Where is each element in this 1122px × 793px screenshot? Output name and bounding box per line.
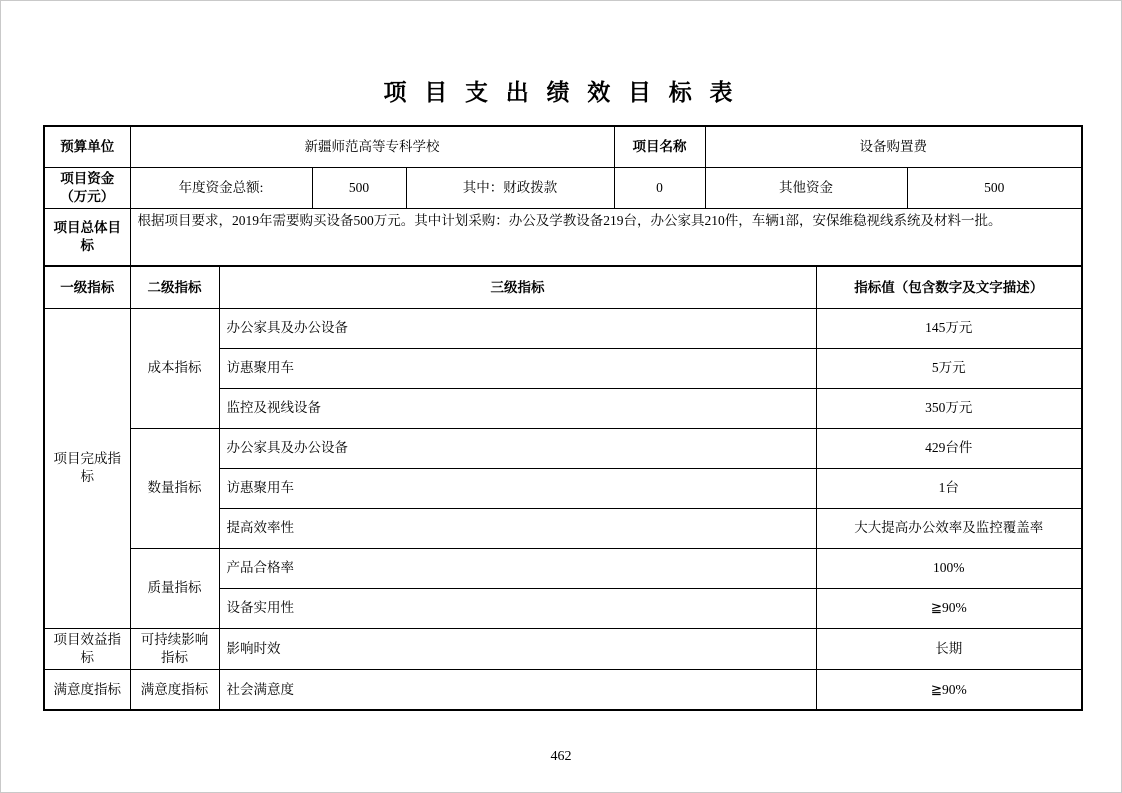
indicator-value: 429台件 bbox=[816, 428, 1082, 468]
level1-completion: 项目完成指标 bbox=[44, 308, 130, 628]
overall-goal-text: 根据项目要求，2019年需要购买设备500万元。其中计划采购：办公及学教设备219台，办公家具210件，车辆1部，安保维稳视线系统及材料一批。 bbox=[130, 208, 1082, 266]
level2-quantity: 数量指标 bbox=[130, 428, 219, 548]
table-row bbox=[44, 126, 1082, 167]
other-funds-value: 500 bbox=[907, 167, 1082, 208]
indicator-value: 长期 bbox=[816, 628, 1082, 669]
header-level3: 三级指标 bbox=[219, 266, 816, 308]
header-level2: 二级指标 bbox=[130, 266, 219, 308]
project-name-label: 项目名称 bbox=[614, 126, 705, 167]
level3-indicator: 社会满意度 bbox=[219, 670, 816, 710]
overall-goal-label: 项目总体目标 bbox=[44, 208, 130, 266]
table-row bbox=[44, 308, 1082, 348]
table-row bbox=[44, 428, 1082, 468]
fiscal-allocation-label: 其中：财政拨款 bbox=[406, 167, 614, 208]
level1-benefit: 项目效益指标 bbox=[44, 628, 130, 669]
indicator-value: ≧90% bbox=[816, 588, 1082, 628]
level3-indicator: 监控及视线设备 bbox=[219, 388, 816, 428]
table-row bbox=[44, 208, 1082, 266]
indicator-header-row bbox=[44, 266, 1082, 308]
level3-indicator: 提高效率性 bbox=[219, 508, 816, 548]
table-row bbox=[44, 548, 1082, 588]
level1-satisfaction: 满意度指标 bbox=[44, 670, 130, 710]
indicator-value: 1台 bbox=[816, 468, 1082, 508]
indicator-value: 350万元 bbox=[816, 388, 1082, 428]
level2-quality: 质量指标 bbox=[130, 548, 219, 628]
level3-indicator: 办公家具及办公设备 bbox=[219, 308, 816, 348]
fiscal-allocation-value: 0 bbox=[614, 167, 705, 208]
header-level1: 一级指标 bbox=[44, 266, 130, 308]
page-title: 项 目 支 出 绩 效 目 标 表 bbox=[383, 80, 739, 105]
indicator-value: 145万元 bbox=[816, 308, 1082, 348]
page-number: 462 bbox=[550, 749, 572, 764]
header-value: 指标值（包含数字及文字描述） bbox=[816, 266, 1082, 308]
level3-indicator: 办公家具及办公设备 bbox=[219, 428, 816, 468]
indicator-value: ≧90% bbox=[816, 670, 1082, 710]
other-funds-label: 其他资金 bbox=[705, 167, 907, 208]
level3-indicator: 访惠聚用车 bbox=[219, 348, 816, 388]
budget-unit-label: 预算单位 bbox=[44, 126, 130, 167]
indicator-value: 5万元 bbox=[816, 348, 1082, 388]
indicator-value: 100% bbox=[816, 548, 1082, 588]
level2-cost: 成本指标 bbox=[130, 308, 219, 428]
project-name-value: 设备购置费 bbox=[705, 126, 1082, 167]
performance-target-table bbox=[43, 125, 1083, 711]
level2-sustainability: 可持续影响指标 bbox=[130, 628, 219, 669]
budget-unit-value: 新疆师范高等专科学校 bbox=[130, 126, 614, 167]
level3-indicator: 影响时效 bbox=[219, 628, 816, 669]
table-row bbox=[44, 628, 1082, 669]
table-row bbox=[44, 167, 1082, 208]
annual-total-label: 年度资金总额: bbox=[130, 167, 312, 208]
level2-satisfaction: 满意度指标 bbox=[130, 670, 219, 710]
level3-indicator: 产品合格率 bbox=[219, 548, 816, 588]
indicator-value: 大大提高办公效率及监控覆盖率 bbox=[816, 508, 1082, 548]
table-row bbox=[44, 670, 1082, 710]
annual-total-value: 500 bbox=[312, 167, 406, 208]
level3-indicator: 设备实用性 bbox=[219, 588, 816, 628]
level3-indicator: 访惠聚用车 bbox=[219, 468, 816, 508]
project-fund-label: 项目资金（万元） bbox=[44, 167, 130, 208]
